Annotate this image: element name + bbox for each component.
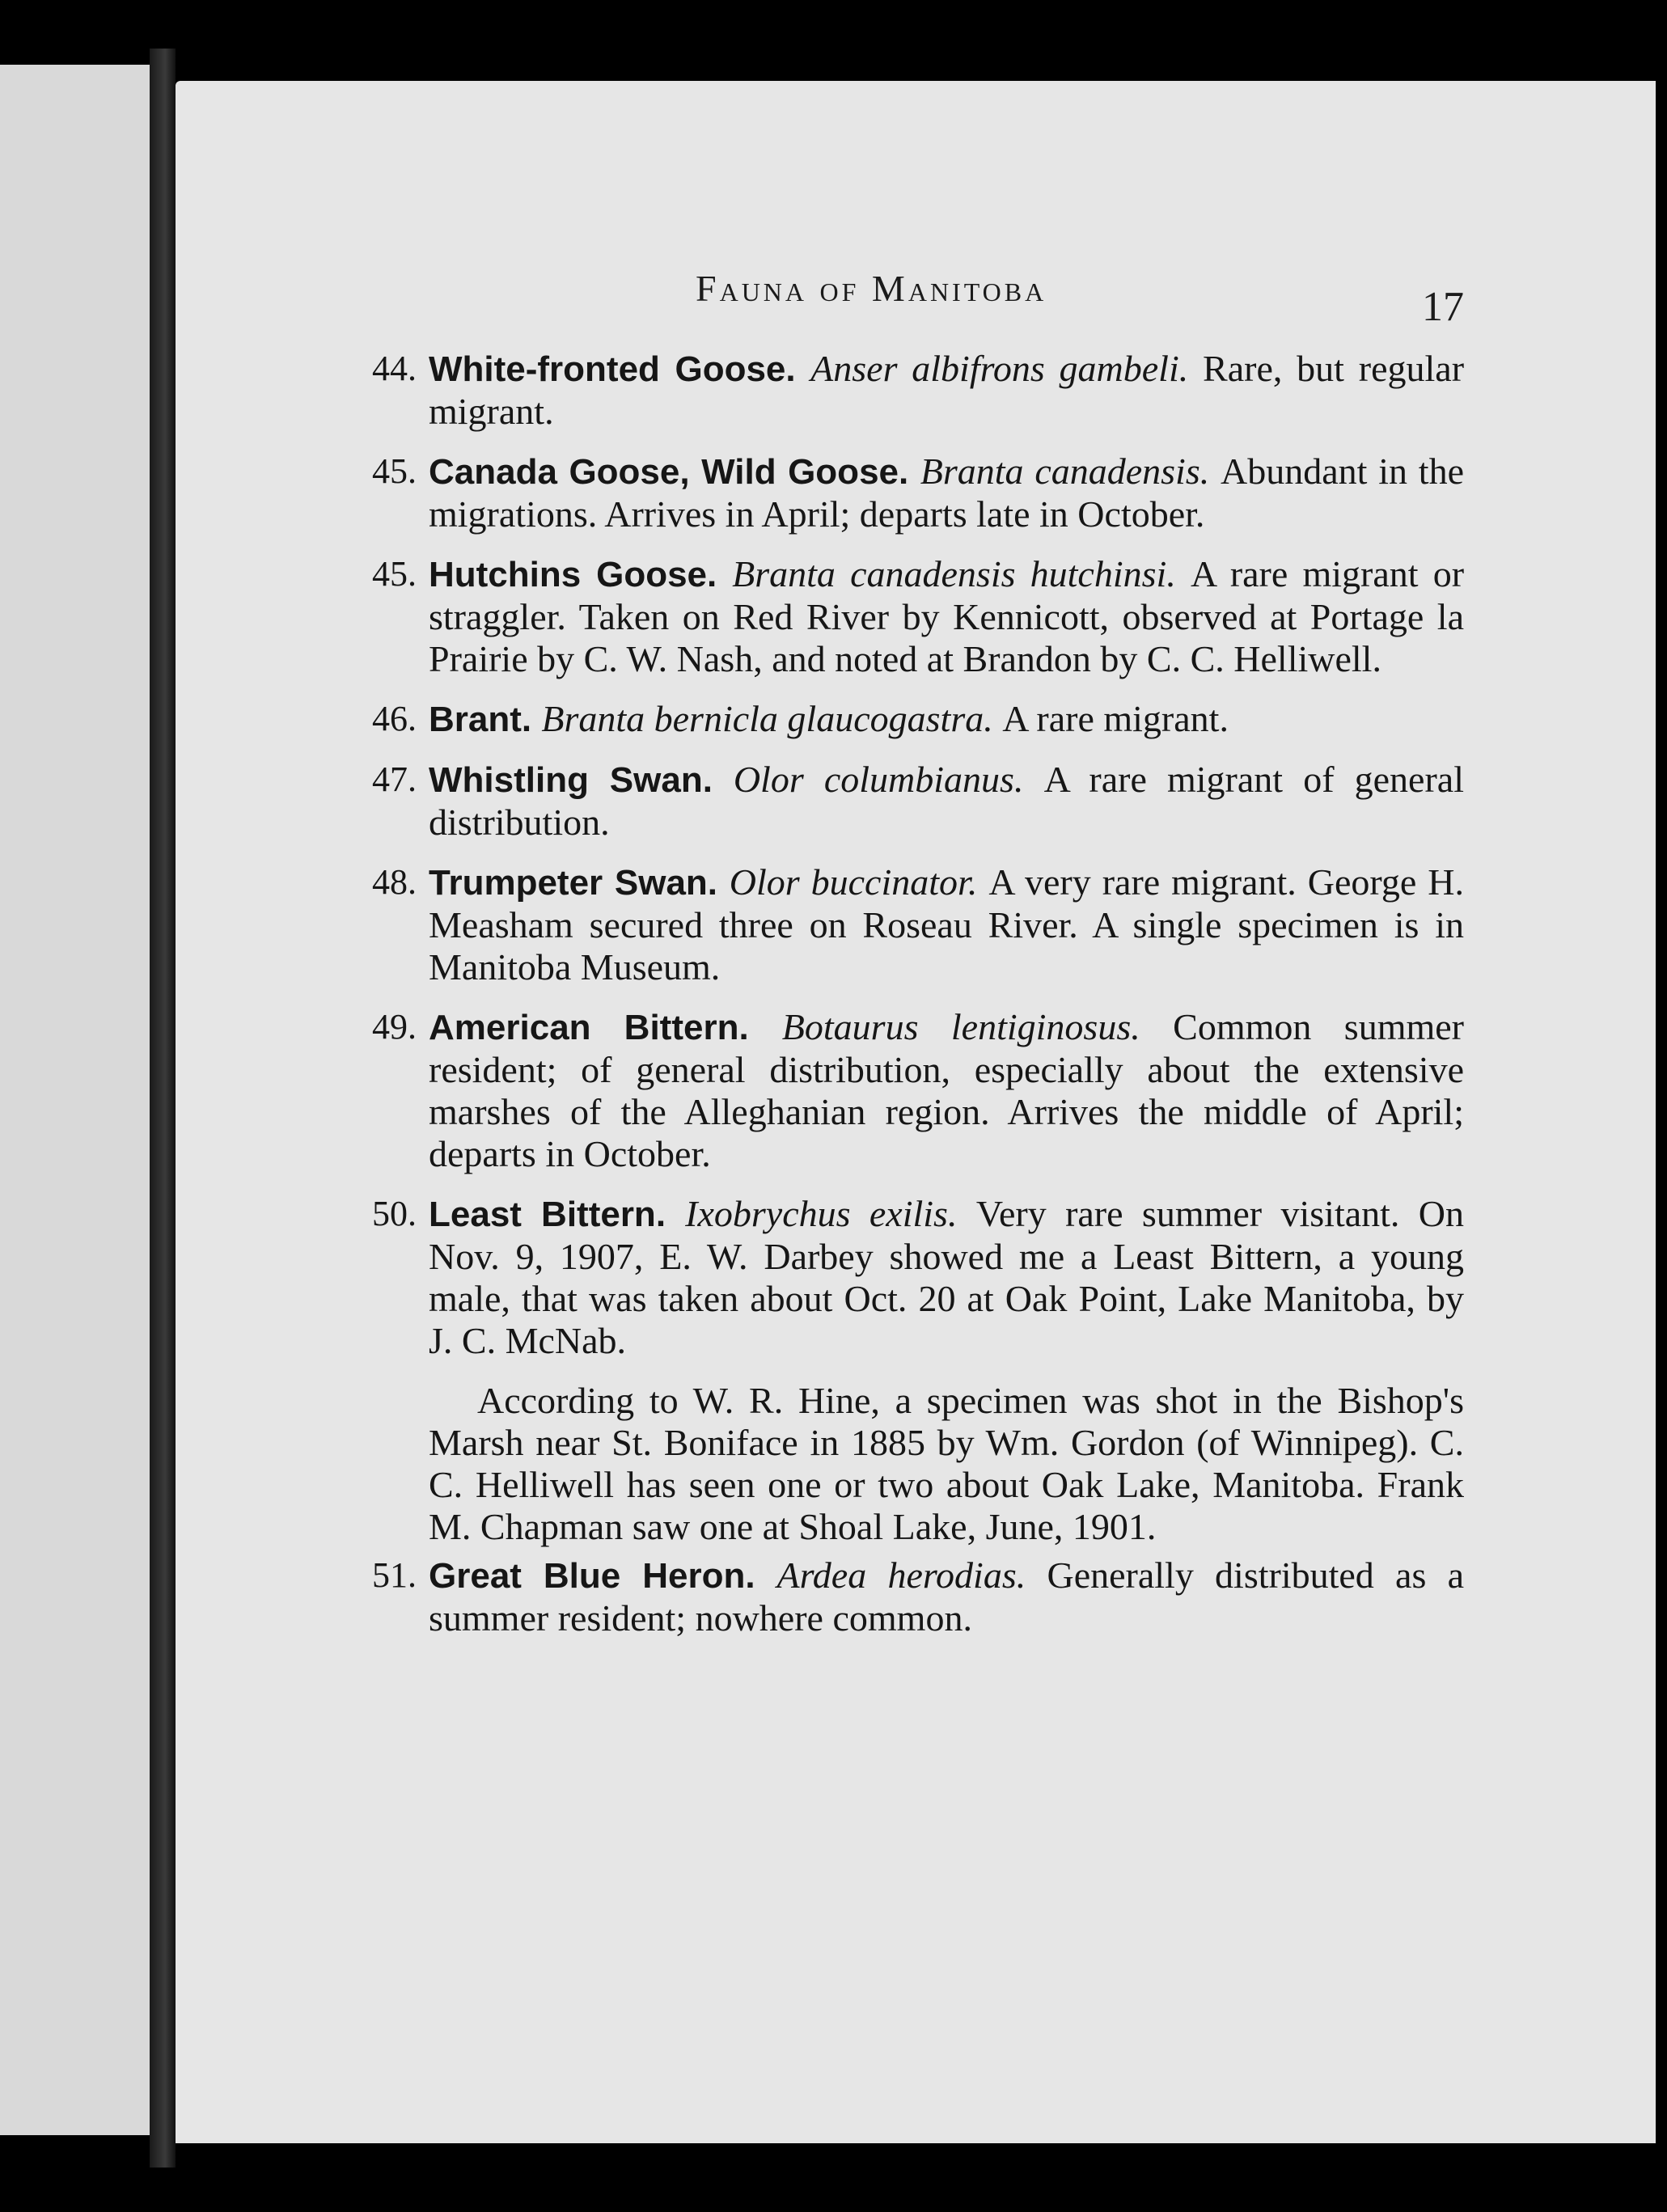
species-entry	[340, 348, 1464, 433]
species-entry	[340, 1006, 1464, 1175]
entry-description: Very rare summer visitant. On Nov. 9, 1907, E. W. Darbey showed me a Least Bittern, a young male, that was taken about Oct. 20 at Oak Point, Lake Manitoba, by J. C. McNab.	[429, 1193, 1465, 1361]
entry-number: 45.	[372, 554, 417, 594]
entry-number: 44.	[372, 349, 417, 388]
species-entry	[340, 759, 1464, 844]
entry-description: Generally distributed as a summer resident; nowhere common.	[429, 1554, 1464, 1639]
entry-number: 51.	[372, 1555, 417, 1595]
common-name: American Bittern.	[429, 1008, 782, 1047]
book-gutter	[150, 49, 176, 2168]
entry-description: A rare migrant or straggler. Taken on Red River by Kennicott, observed at Portage la Prairie by C. W. Nash, and noted at Brandon by C. C. Helliwell.	[429, 553, 1465, 679]
facing-page	[0, 65, 152, 2135]
species-entry	[340, 450, 1464, 535]
scientific-name: Olor buccinator.	[729, 861, 989, 903]
common-name: Trumpeter Swan.	[429, 863, 730, 903]
scientific-name: Botaurus lentiginosus.	[781, 1006, 1174, 1047]
page-number: 17	[1422, 284, 1464, 330]
common-name: Least Bittern.	[429, 1195, 686, 1234]
entry-number: 50.	[372, 1194, 417, 1233]
scientific-name: Branta canadensis.	[920, 450, 1221, 492]
entry-description: A rare migrant.	[1002, 698, 1229, 739]
entry-number: 49.	[372, 1007, 417, 1047]
scientific-name: Ardea herodias.	[776, 1554, 1047, 1596]
entry-description: A very rare migrant. George H. Measham secured three on Roseau River. A single specimen is in Manitoba Museum.	[429, 861, 1464, 988]
scientific-name: Olor columbianus.	[733, 759, 1044, 800]
entry-description: Rare, but regular migrant.	[429, 348, 1465, 432]
common-name: Great Blue Heron.	[429, 1556, 777, 1596]
species-entry	[340, 698, 1464, 741]
entry-description: A rare migrant of general distribution.	[429, 759, 1464, 843]
scientific-name: Branta bernicla glaucogastra.	[541, 698, 1003, 739]
common-name: White-fronted Goose.	[429, 349, 811, 389]
entry-description: Abundant in the migrations. Arrives in April; departs late in October.	[429, 450, 1464, 535]
entry-number: 47.	[372, 759, 417, 799]
running-head: Fauna of Manitoba	[696, 268, 1047, 309]
species-list	[340, 348, 1464, 1657]
scientific-name: Ixobrychus exilis.	[685, 1193, 976, 1234]
species-entry	[340, 553, 1464, 680]
scientific-name: Anser albifrons gambeli.	[810, 348, 1204, 389]
entry-description: Common summer resident; of general distribution, especially about the extensive marshes of the Alleghanian region. Arrives the middle of April; departs in October.	[429, 1006, 1464, 1174]
continuation-paragraph: According to W. R. Hine, a specimen was shot in the Bishop's Marsh near St. Boniface in 1885 by Wm. Gordon (of Winnipeg). C. C. Helliwell has seen one or two about Oak Lake, Manitoba. Frank M. Chapman saw one at Shoal Lake, June, 1901.	[429, 1380, 1464, 1547]
common-name: Hutchins Goose.	[429, 555, 733, 594]
scientific-name: Branta canadensis hutchinsi.	[732, 553, 1191, 594]
common-name: Whistling Swan.	[429, 760, 734, 800]
species-entry	[340, 861, 1464, 988]
species-entry	[340, 1193, 1464, 1362]
common-name: Brant.	[429, 700, 542, 739]
species-entry	[340, 1554, 1464, 1639]
common-name: Canada Goose, Wild Goose.	[429, 452, 920, 492]
entry-number: 46.	[372, 699, 417, 738]
entry-number: 45.	[372, 451, 417, 491]
entry-number: 48.	[372, 862, 417, 902]
